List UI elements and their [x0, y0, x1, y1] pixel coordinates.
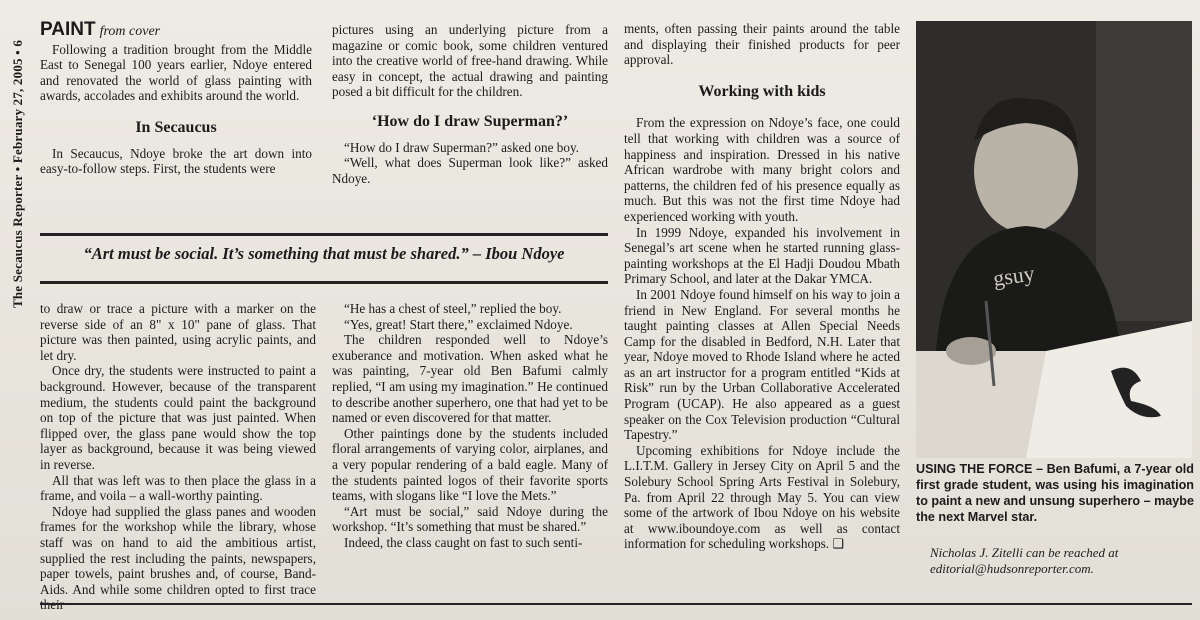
pull-quote-top-rule: [40, 233, 608, 236]
photo-caption: USING THE FORCE – Ben Bafumi, a 7-year old first grade student, was using his imagination to paint a new and unsung superhero – maybe the next Marvel star.: [916, 462, 1194, 524]
column-2-top: [332, 22, 608, 186]
body-paragraph: From the expression on Ndoye’s face, one could tell that working with children was a source of happiness and inspiration. Dressed in his native African wardrobe with many bright colors and patterns, the children fed of his presence equally as much. But this was not the first time Ndoye had experienced working with youth.: [624, 115, 900, 224]
subhead-in-secaucus: In Secaucus: [135, 118, 217, 136]
body-paragraph: Indeed, the class caught on fast to such senti-: [344, 534, 583, 550]
subhead-working-with-kids: Working with kids: [698, 82, 826, 100]
author-credit: Nicholas J. Zitelli can be reached at editorial@hudsonreporter.com.: [930, 545, 1119, 576]
column-1-top: [40, 19, 312, 177]
section-label: [40, 19, 312, 40]
body-paragraph: Once dry, the students were instructed to paint a background. However, because of the transparent medium, the students could paint the background on top of the picture that was just painted. When flipped over, the glass pane would show the top layer as background, because it was being viewed in reverse.: [40, 363, 316, 472]
column-1-bottom: [40, 301, 316, 613]
body-paragraph: “Well, what does Superman look like?” asked Ndoye.: [332, 155, 608, 186]
folio-text: The Secaucus Reporter • February 27, 2005 • 6: [10, 39, 25, 308]
section-label-text: PAINT: [40, 19, 96, 40]
svg-text:gsuy: gsuy: [991, 260, 1037, 292]
body-paragraph: Other paintings done by the students included floral arrangements of varying color, airplanes, and a very popular rendering of a bald eagle. Many of the students painted logos of their favorite sports teams, with slogans like “I love the Mets.”: [332, 425, 608, 504]
body-paragraph: “He has a chest of steel,” replied the boy.: [344, 301, 562, 316]
pull-quote-bottom-rule: [40, 281, 608, 284]
photo-boy-painting: [916, 21, 1192, 458]
body-paragraph: ments, often passing their paints around the table and displaying their finished products for peer approval.: [624, 21, 900, 68]
body-paragraph: The children responded well to Ndoye’s exuberance and motivation. When asked what he was painting, 7-year old Ben Bafumi calmly replied, “I am using my imagination.” He continued to describe another superhero, one that had yet to be named or even discovered for that matter.: [332, 332, 608, 426]
body-paragraph: Following a tradition brought from the Middle East to Senegal 100 years earlier, Ndoye entered and renovated the world of glass painting with awards, accolades and exhibits around the world.: [40, 41, 312, 104]
body-paragraph: pictures using an underlying picture from a magazine or comic book, some children ventured into the creative world of free-hand drawing. While easy in concept, the actual drawing and painting posed a bit difficult for the children.: [332, 22, 608, 100]
body-paragraph: “How do I draw Superman?” asked one boy.: [344, 139, 579, 155]
body-paragraph: “Yes, great! Start there,” exclaimed Ndoye.: [344, 316, 573, 332]
body-paragraph: In 1999 Ndoye, expanded his involvement in Senegal’s art scene when he started running glass-painting workshops at the El Hadji Doudou Mbath Primary School, and later at the Dakar YMCA.: [624, 224, 900, 287]
body-paragraph: Ndoye had supplied the glass panes and wooden frames for the workshop while the library, whose staff was on hand to aid the ambitious artist, supplied the rest including the paints, newspapers, paper towels, paint brushes and, of course, Band-Aids. And while some children opted to first trace: [40, 503, 316, 597]
column-3: [624, 21, 900, 552]
body-paragraph: In Secaucus, Ndoye broke the art down into easy-to-follow steps. First, the students were: [40, 145, 312, 177]
from-cover-label: from cover: [99, 24, 161, 39]
folio: [2, 18, 34, 308]
body-paragraph: “Art must be social,” said Ndoye during the workshop. “It’s something that must be shared.”: [332, 503, 608, 535]
body-paragraph: to draw or trace a picture with a marker on the reverse side of an 8" x 10" pane of glass. That picture was then painted, using acrylic paints, and let dry.: [40, 301, 316, 363]
column-2-bottom: [332, 301, 608, 551]
subhead-superman: ‘How do I draw Superman?’: [371, 112, 569, 130]
body-paragraph: Upcoming exhibitions for Ndoye include the L.I.T.M. Gallery in Jersey City on April 5 and the Solebury School Spring Arts Festival in Solebury, Pa. from April 22 through May 5. You can view some of the artwork of Ibou Ndoye on his website at www.iboundoye.com as well as contact information for scheduling workshops. ❑: [624, 442, 900, 552]
body-paragraph: All that was left was to then place the glass in a frame, and voila – a wall-worthy painting.: [40, 472, 316, 504]
page-bottom-rule: [40, 603, 1192, 605]
pull-quote: “Art must be social. It’s something that must be shared.” – Ibou Ndoye: [83, 244, 565, 263]
body-paragraph: In 2001 Ndoye found himself on his way to join a friend in New England. For several months he taught painting classes at Allen Special Needs Camp for the disabled in Bedford, N.H. Later that year, Ndoye moved to Rhode Island where he acted as an art instructor for a program entitled “Kids at Risk” run by the Urban Collaborative Accelerated Program (UCAP). He also appeared as a guest speaker on the Cox Television production “Cultural Tapestry.”: [624, 286, 900, 443]
photo-illustration: [916, 21, 1192, 458]
